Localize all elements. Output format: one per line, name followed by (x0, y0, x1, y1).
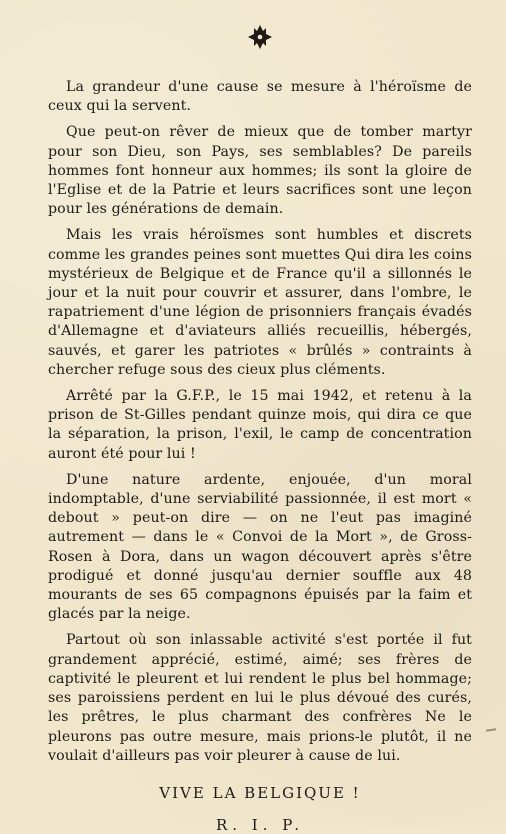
paragraph-4: Arrêté par la G.F.P., le 15 mai 1942, et retenu à la prison de St-Gilles pendant quinze mois, qui dira ce que la séparation, la prison, l'exil, le camp de concentration auront été pour lui ! (48, 388, 472, 462)
maltese-cross-icon (246, 23, 274, 51)
paragraph-2: Que peut-on rêver de mieux que de tomber martyr pour son Dieu, son Pays, ses semblables? De pareils hommes font honneur aux hommes; ils sont la gloire de l'Eglise et de la Patrie et leurs sacrifices sont une leçon pour les générations de demain. (48, 124, 472, 218)
card-text (48, 78, 472, 766)
paragraph-1: La grandeur d'une cause se mesure à l'héroïsme de ceux qui la servent. (48, 79, 472, 115)
paragraph-6: Partout où son inlassable activité s'est portée il fut grandement apprécié, estimé, aimé; ses frères de captivité le pleurent et lui rendent le plus bel hommage; ses paroissiens perdent en lui le plus dévoué des curés, les prêtres, le plus charmant des confrères Ne le pleurons pas outre mesure, mais prions-le plutôt, il ne voulait d'ailleurs pas voir pleurer à cause de lui. (48, 632, 472, 764)
closing-line: VIVE LA BELGIQUE ! (159, 783, 361, 802)
cross-header (48, 20, 472, 54)
rip-line: R. I. P. (215, 815, 305, 834)
margin-mark (486, 728, 496, 731)
paragraph-3: Mais les vrais héroïsmes sont humbles et discrets comme les grandes peines sont muettes Qui dira les coins mystérieux de Belgique et de France qu'il a sillonnés le jour et la nuit pour couvrir et assurer, dans l'ombre, le rapatriement d'une légion de prisonniers français évadés d'Allemagne et d'aviateurs alliés recueillis, hébergés, sauvés, et garer les patriotes « brûlés » contraints à chercher refuge sous des cieux plus cléments. (48, 227, 472, 378)
paragraph-5: D'une nature ardente, enjouée, d'un moral indomptable, d'une serviabilité passionnée, il est mort « debout » peut-on dire — on ne l'eut pas imaginé autrement — dans le « Convoi de la Mort », de Gross-Rosen à Dora, dans un wagon découvert après s'être prodigué et donné jusqu'au dernier souffle aux 48 mourants de ses 65 compagnons épuisés par la faim et glacés par la neige. (48, 471, 472, 623)
